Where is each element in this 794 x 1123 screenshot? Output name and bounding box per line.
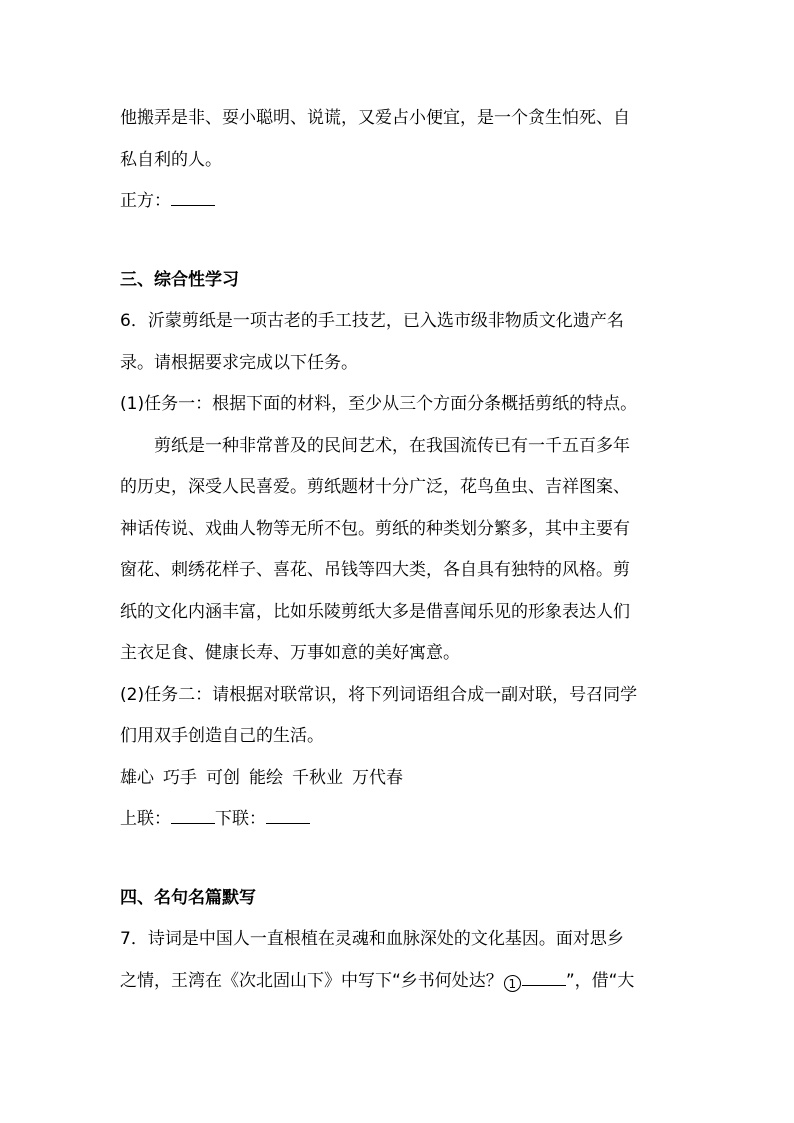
task-2-prompt: 们用双手创造自己的生活。 bbox=[120, 726, 324, 746]
answer-blank[interactable] bbox=[171, 189, 215, 206]
answer-line-zhengfang bbox=[120, 181, 680, 223]
passage-line: 剪纸是一种非常普及的民间艺术，在我国流传已有一千五百多年 bbox=[154, 435, 630, 456]
section-heading-4: 四、名句名篇默写 bbox=[120, 887, 256, 908]
word-item: 千秋业 bbox=[292, 767, 343, 788]
question-7-text bbox=[120, 961, 680, 1003]
couplet-answer-line bbox=[120, 799, 680, 841]
passage-line: 神话传说、戏曲人物等无所不包。剪纸的种类划分繁多，其中主要有 bbox=[120, 518, 630, 539]
section-heading-3: 三、综合性学习 bbox=[120, 269, 239, 290]
section-gap bbox=[120, 841, 680, 878]
q7-prefix: 之情，王湾在《次北固山下》中写下“乡书何处达？ bbox=[120, 970, 503, 991]
word-item: 巧手 bbox=[163, 767, 197, 788]
word-item: 能绘 bbox=[249, 767, 283, 788]
upper-couplet-label: 上联： bbox=[120, 809, 171, 829]
zhengfang-label: 正方： bbox=[120, 191, 171, 211]
question-6-text: 6．沂蒙剪纸是一项古老的手工技艺，已入选市级非物质文化遗产名 bbox=[120, 311, 624, 331]
text-line: 私自利的人。 bbox=[120, 149, 222, 170]
q7-suffix: ”，借“大 bbox=[565, 970, 635, 991]
task-2-prompt: (2)任务二：请根据对联常识，将下列词语组合成一副对联，号召同学 bbox=[120, 684, 638, 705]
lower-couplet-label: 下联： bbox=[215, 809, 266, 829]
upper-couplet-blank[interactable] bbox=[171, 807, 215, 824]
section-gap bbox=[120, 223, 680, 260]
text-line: 他搬弄是非、耍小聪明、说谎，又爱占小便宜，是一个贪生怕死、自 bbox=[120, 108, 630, 128]
answer-blank-1[interactable] bbox=[522, 969, 566, 986]
word-item: 万代春 bbox=[352, 767, 403, 788]
question-6-text: 录。请根据要求完成以下任务。 bbox=[120, 352, 358, 373]
passage-line: 主衣足食、健康长寿、万事如意的美好寓意。 bbox=[120, 643, 460, 663]
word-item: 可创 bbox=[206, 767, 240, 788]
lower-couplet-blank[interactable] bbox=[266, 807, 310, 824]
passage-line: 窗花、刺绣花样子、喜花、吊钱等四大类，各自具有独特的风格。剪 bbox=[120, 560, 630, 580]
question-7-text: 7．诗词是中国人一直根植在灵魂和血脉深处的文化基因。面对思乡 bbox=[120, 929, 624, 949]
task-1-prompt: (1)任务一：根据下面的材料，至少从三个方面分条概括剪纸的特点。 bbox=[120, 394, 638, 414]
passage-line: 的历史，深受人民喜爱。剪纸题材十分广泛，花鸟鱼虫、吉祥图案、 bbox=[120, 477, 630, 497]
passage-line: 纸的文化内涵丰富，比如乐陵剪纸大多是借喜闻乐见的形象表达人们 bbox=[120, 601, 630, 622]
document-page bbox=[120, 98, 680, 1002]
circled-number: 1 bbox=[504, 975, 521, 992]
word-list bbox=[120, 758, 680, 800]
word-item: 雄心 bbox=[120, 767, 154, 788]
